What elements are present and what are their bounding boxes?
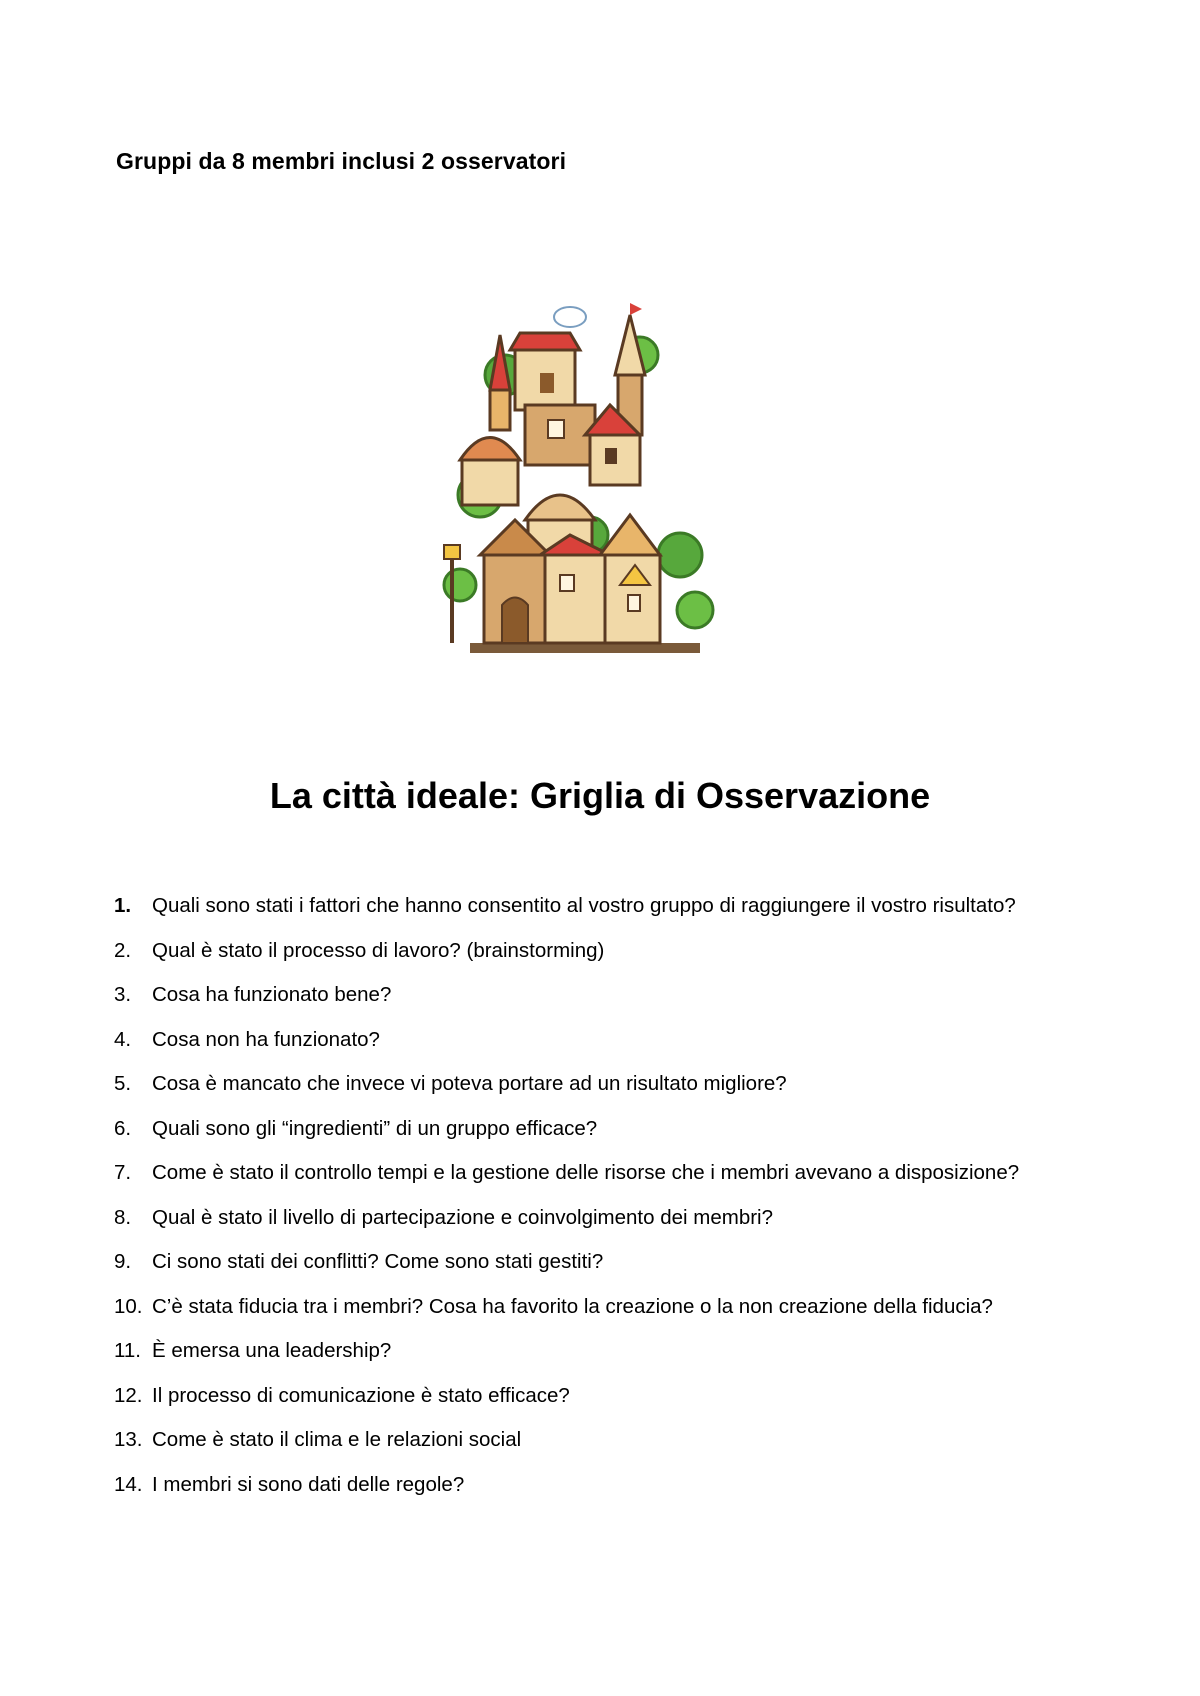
- list-item: [114, 1329, 1090, 1374]
- list-item-number: 9.: [114, 1250, 132, 1273]
- list-item-text: Come è stato il clima e le relazioni social: [152, 1428, 522, 1451]
- list-item-text: Qual è stato il livello di partecipazione e coinvolgimento dei membri?: [152, 1205, 774, 1229]
- list-item-number: 13.: [114, 1428, 143, 1451]
- list-item-text: Quali sono stati i fattori che hanno consentito al vostro gruppo di raggiungere il vostro risultato?: [152, 894, 1016, 917]
- list-item-text: Qual è stato il processo di lavoro? (brainstorming): [152, 938, 605, 962]
- list-item: [114, 929, 1090, 974]
- list-item: [114, 1285, 1090, 1330]
- list-item-number: 5.: [114, 1072, 132, 1095]
- list-item: [114, 1151, 1090, 1196]
- list-item: [114, 1374, 1090, 1419]
- list-item-text: C’è stata fiducia tra i membri? Cosa ha favorito la creazione o la non creazione della fiducia?: [152, 1294, 993, 1318]
- list-item-text: Cosa ha funzionato bene?: [152, 983, 392, 1006]
- list-item-text: Quali sono gli “ingredienti” di un gruppo efficace?: [152, 1116, 598, 1140]
- list-item-text: Cosa è mancato che invece vi poteva portare ad un risultato migliore?: [152, 1072, 787, 1095]
- list-item-number: 6.: [114, 1116, 132, 1140]
- list-item-number: 11.: [114, 1339, 141, 1362]
- list-item-number: 8.: [114, 1205, 132, 1229]
- list-item-number: 7.: [114, 1161, 132, 1184]
- list-item-number: 1.: [114, 894, 132, 917]
- list-item-number: 10.: [114, 1294, 143, 1318]
- list-item-text: Cosa non ha funzionato?: [152, 1027, 380, 1051]
- list-item-number: 12.: [114, 1383, 143, 1407]
- list-item-text: Ci sono stati dei conflitti? Come sono stati gestiti?: [152, 1250, 604, 1273]
- question-list: [114, 884, 1090, 1507]
- list-item-text: Il processo di comunicazione è stato efficace?: [152, 1383, 570, 1407]
- list-item-number: 14.: [114, 1472, 143, 1496]
- list-item: [114, 973, 1090, 1018]
- list-item: [114, 1196, 1090, 1241]
- list-item-number: 2.: [114, 938, 132, 962]
- page-title: La città ideale: Griglia di Osservazione: [269, 775, 931, 816]
- list-item-number: 3.: [114, 983, 132, 1006]
- list-item-text: I membri si sono dati delle regole?: [152, 1472, 465, 1496]
- list-item: [114, 1062, 1090, 1107]
- list-item-text: Come è stato il controllo tempi e la gestione delle risorse che i membri avevano a disposizione?: [152, 1161, 1020, 1184]
- list-item: [114, 1240, 1090, 1285]
- list-item: [114, 1418, 1090, 1463]
- list-item-number: 4.: [114, 1027, 132, 1051]
- list-item: [114, 884, 1090, 929]
- city-houses-illustration: [440, 255, 780, 725]
- list-item: [114, 1463, 1090, 1508]
- list-item: [114, 1018, 1090, 1063]
- list-item: [114, 1107, 1090, 1152]
- group-info-heading: Gruppi da 8 membri inclusi 2 osservatori: [116, 148, 567, 174]
- list-item-text: È emersa una leadership?: [152, 1339, 392, 1362]
